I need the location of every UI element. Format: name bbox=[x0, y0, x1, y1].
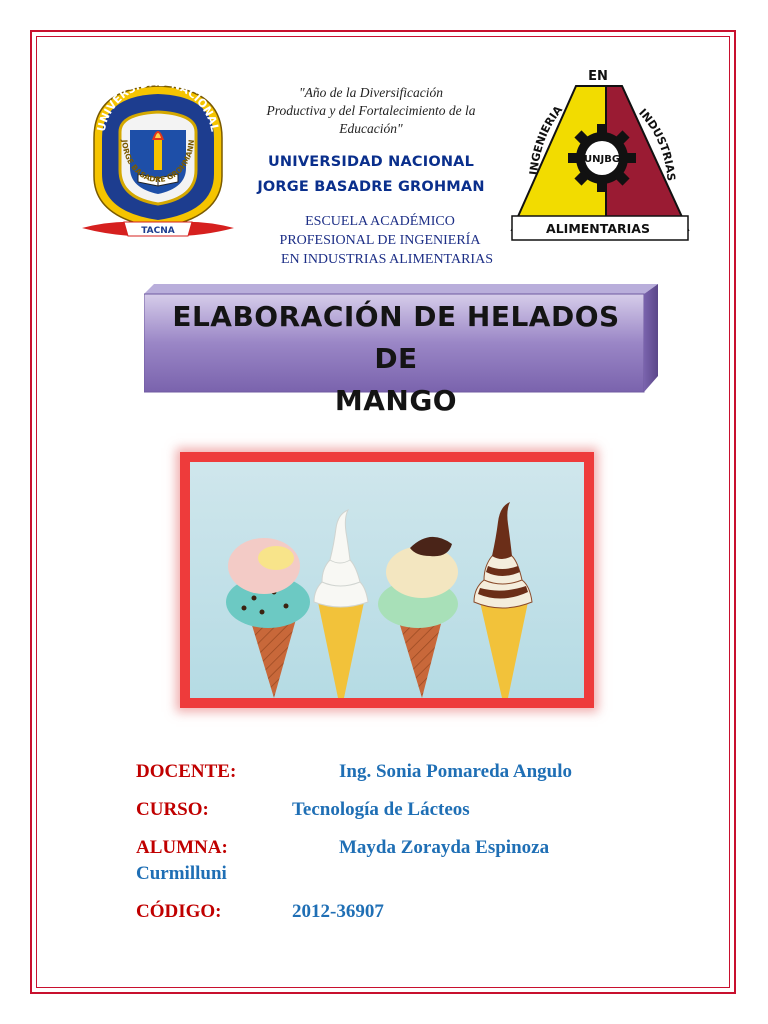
svg-text:JORGE BASADRE GROHMANN: JORGE BASADRE GROHMANN bbox=[120, 139, 197, 185]
university-crest-icon bbox=[80, 78, 236, 242]
curso-label: CURSO: bbox=[136, 799, 209, 820]
alumna-value-cont: Curmilluni bbox=[136, 863, 227, 884]
university-name-line-2: JORGE BASADRE GROHMAN bbox=[257, 179, 485, 195]
docente-label: DOCENTE: bbox=[136, 761, 237, 782]
motto-line-2: Productiva y del Fortalecimiento de la bbox=[266, 103, 476, 118]
university-name-line-1: UNIVERSIDAD NACIONAL bbox=[267, 154, 475, 170]
alumna-row bbox=[136, 837, 228, 859]
svg-text:INDUSTRIAS: INDUSTRIAS bbox=[636, 106, 678, 182]
svg-text:INGENIERIA: INGENIERIA bbox=[527, 103, 566, 176]
docente-value: Ing. Sonia Pomareda Angulo bbox=[339, 761, 572, 782]
curso-row bbox=[136, 799, 209, 821]
school-line-3: EN INDUSTRIAS ALIMENTARIAS bbox=[281, 252, 493, 267]
codigo-label: CÓDIGO: bbox=[136, 901, 222, 922]
title-line-2: MANGO bbox=[334, 384, 458, 417]
svg-text:EN: EN bbox=[588, 69, 608, 84]
alumna-value-cont-wrap bbox=[136, 863, 227, 885]
svg-text:UNIVERSIDAD NACIONAL: UNIVERSIDAD NACIONAL bbox=[94, 78, 222, 133]
motto-line-3: Educación" bbox=[339, 121, 403, 136]
school-line-2: PROFESIONAL DE INGENIERÍA bbox=[279, 233, 481, 248]
codigo-row bbox=[136, 901, 222, 923]
curso-value-wrap bbox=[292, 799, 470, 821]
title-line-1: ELABORACIÓN DE HELADOS DE bbox=[172, 300, 620, 375]
curso-value: Tecnología de Lácteos bbox=[292, 799, 470, 820]
motto-line-1: "Año de la Diversificación bbox=[298, 85, 443, 100]
alumna-value: Mayda Zorayda Espinoza bbox=[339, 837, 550, 858]
codigo-value-wrap bbox=[292, 901, 384, 923]
docente-row bbox=[136, 761, 236, 783]
svg-text:TACNA: TACNA bbox=[141, 226, 175, 236]
ice-cream-cones-photo bbox=[180, 452, 594, 708]
alumna-value-wrap bbox=[339, 837, 549, 859]
engineering-faculty-logo-icon bbox=[506, 66, 692, 252]
school-name bbox=[248, 212, 512, 269]
docente-value-wrap bbox=[339, 761, 572, 783]
svg-text:ALIMENTARIAS: ALIMENTARIAS bbox=[546, 221, 650, 236]
alumna-label: ALUMNA: bbox=[136, 837, 228, 858]
year-motto bbox=[250, 84, 492, 138]
school-line-1: ESCUELA ACADÉMICO bbox=[305, 214, 455, 229]
university-name bbox=[248, 150, 494, 200]
svg-text:UNJBG: UNJBG bbox=[583, 154, 621, 165]
document-title bbox=[148, 296, 644, 422]
codigo-value: 2012-36907 bbox=[292, 901, 384, 922]
